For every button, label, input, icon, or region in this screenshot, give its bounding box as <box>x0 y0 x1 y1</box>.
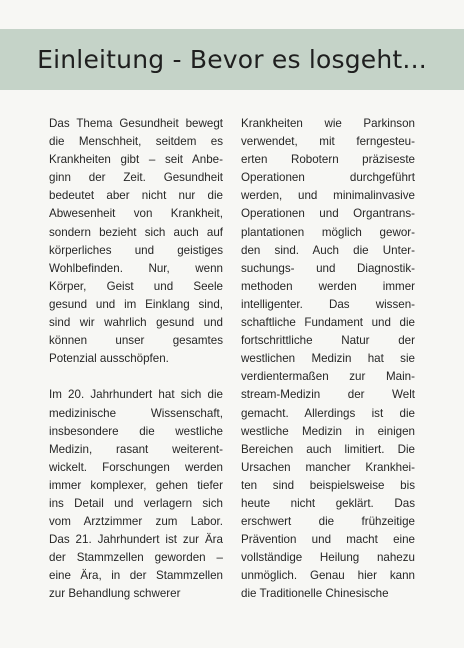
text-line: bedeutet aber nicht nur die <box>49 189 223 203</box>
text-line: Operationen durchgeführt <box>241 171 415 185</box>
text-line: sondern bezieht sich auch auf <box>49 225 223 239</box>
text-line: Das 21. Jahrhundert ist zur Ära <box>49 533 223 547</box>
text-line: eine Ära, in der Stammzellen <box>49 569 223 583</box>
text-line: Das Thema Gesundheit bewegt <box>49 117 223 130</box>
text-line: den sind. Auch die Unter- <box>241 243 415 257</box>
text-line: Abwesenheit von Krankheit, <box>49 207 223 221</box>
text-line: vollständige Heilung nahezu <box>241 551 415 565</box>
text-line: Körper, Geist und Seele <box>49 279 223 293</box>
text-line: Potenzial ausschöpfen. <box>49 352 169 366</box>
text-line: Bereichen auch limitiert. Die <box>241 442 415 456</box>
text-line: körperliches und geistiges <box>49 243 223 257</box>
text-line: Operationen und Organtrans- <box>241 207 415 221</box>
text-line: gemacht. Allerdings ist die <box>241 406 415 420</box>
text-line: plantationen möglich gewor- <box>241 225 415 239</box>
text-line: westlichen Medizin hat sie <box>241 352 415 366</box>
text-line: Im 20. Jahrhundert hat sich die <box>49 388 223 402</box>
left-column-paragraph <box>49 386 223 603</box>
text-line: stream-Medizin der Welt <box>241 388 415 402</box>
text-line: die Menschheit, seitdem es <box>49 135 223 149</box>
text-line: unmöglich. Genau hier kann <box>241 569 415 583</box>
text-line: können unser gesamtes <box>49 334 223 348</box>
text-line: erschwert die frühzeitige <box>241 515 415 529</box>
text-line: westliche Medizin in einigen <box>241 424 415 438</box>
right-column-paragraph <box>241 115 415 604</box>
text-line: die Traditionelle Chinesische <box>241 587 389 601</box>
text-line: intelligenter. Das wissen- <box>241 297 415 311</box>
text-line: insbesondere die westliche <box>49 424 223 438</box>
text-line: vom Arztzimmer zum Labor. <box>49 515 223 529</box>
text-line: Wohlbefinden. Nur, wenn <box>49 261 223 275</box>
text-line: Prävention und macht eine <box>241 533 415 547</box>
text-line: immer komplexer, gehen tiefer <box>49 478 223 492</box>
title-banner <box>0 29 464 90</box>
text-line: der Stammzellen geworden – <box>49 551 223 565</box>
text-line: ins Detail und verlagern sich <box>49 496 223 510</box>
right-text-column <box>241 115 415 604</box>
text-line: medizinische Wissenschaft, <box>49 406 223 420</box>
text-line: zur Behandlung schwerer <box>49 587 181 601</box>
text-line: Krankheiten gibt – seit Anbe- <box>49 153 223 167</box>
text-line: schaftliche Fundament und die <box>241 316 415 330</box>
left-text-column <box>49 115 223 604</box>
text-line: wickelt. Forschungen werden <box>49 460 223 474</box>
left-column-paragraph <box>49 115 223 368</box>
text-line: sind wir wahrlich gesund und <box>49 316 223 330</box>
text-line: Ursachen mancher Krankhei- <box>241 460 415 474</box>
text-line: werden, und minimalinvasive <box>241 189 415 203</box>
text-line: Krankheiten wie Parkinson <box>241 117 415 130</box>
text-line: ten sind beispielsweise bis <box>241 478 415 492</box>
text-line: fortschrittliche Natur der <box>241 334 415 348</box>
text-line: verwendet, mit ferngesteu- <box>241 135 415 149</box>
text-line: ginn der Zeit. Gesundheit <box>49 171 223 185</box>
text-line: verdientermaßen zur Main- <box>241 370 415 384</box>
text-line: suchungs- und Diagnostik- <box>241 261 415 275</box>
page-title: Einleitung - Bevor es losgeht... <box>37 45 427 74</box>
text-line: Medizin, rasant weiterent- <box>49 442 223 456</box>
text-line: heute nicht geklärt. Das <box>241 496 415 510</box>
text-line: methoden werden immer <box>241 279 415 293</box>
text-line: gesund und im Einklang sind, <box>49 297 223 311</box>
text-line: erten Robotern präziseste <box>241 153 415 167</box>
